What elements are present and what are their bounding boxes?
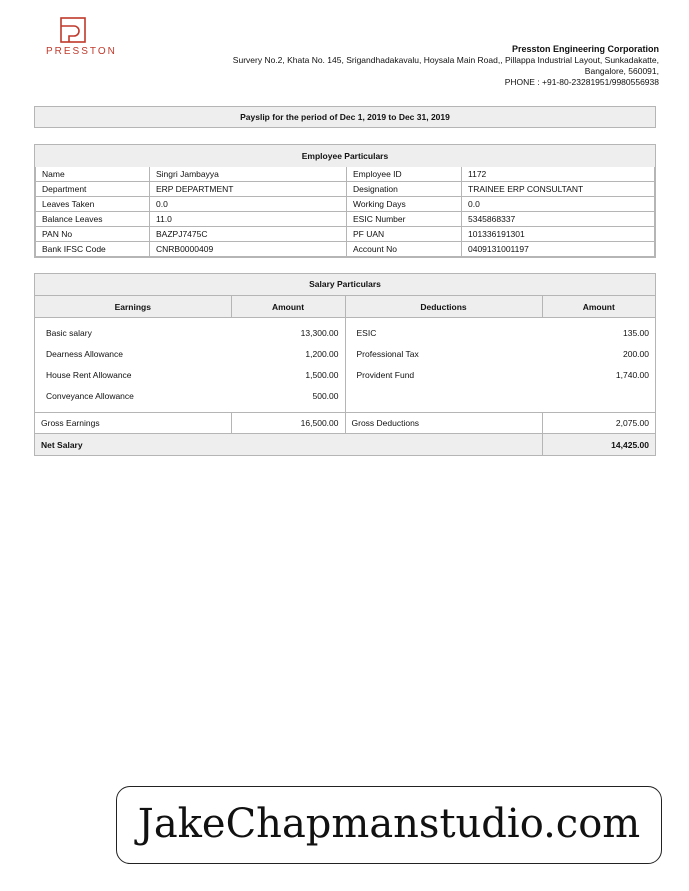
employee-field-value: 5345868337 (462, 212, 655, 227)
company-name: Presston Engineering Corporation (511, 44, 659, 54)
earning-amount: 500.00 (312, 390, 339, 401)
employee-field-label: Department (36, 182, 150, 197)
deduction-amount: 135.00 (623, 327, 649, 338)
earning-label: Conveyance Allowance (46, 390, 134, 401)
employee-table (35, 167, 655, 257)
salary-column-headers (35, 296, 655, 318)
employee-field-value: 101336191301 (462, 227, 655, 242)
employee-field-label: Leaves Taken (36, 197, 150, 212)
employee-field-value: 1172 (462, 167, 655, 182)
company-info (233, 44, 659, 88)
payslip-period: Payslip for the period of Dec 1, 2019 to Dec 31, 2019 (34, 106, 656, 128)
employee-row (36, 182, 655, 197)
employee-field-value: Singri Jambayya (150, 167, 347, 182)
deduction-amount (542, 385, 655, 406)
employee-row (36, 197, 655, 212)
employee-field-value: TRAINEE ERP CONSULTANT (462, 182, 655, 197)
employee-field-label: Employee ID (347, 167, 462, 182)
deduction-label: Provident Fund (345, 364, 542, 385)
salary-table (35, 296, 655, 455)
deduction-label: Professional Tax (345, 343, 542, 364)
employee-field-label: Designation (347, 182, 462, 197)
employee-particulars (34, 144, 656, 258)
gross-deductions-amount: 2,075.00 (542, 413, 655, 434)
employee-row (36, 212, 655, 227)
deduction-label (345, 385, 542, 406)
net-salary-label: Net Salary (35, 434, 542, 456)
salary-row (35, 385, 655, 406)
employee-field-label: Name (36, 167, 150, 182)
employee-field-label: PAN No (36, 227, 150, 242)
watermark-banner: JakeChapmanstudio.com (116, 786, 662, 864)
deductions-column-header: Deductions (345, 296, 542, 318)
employee-field-value: 0409131001197 (462, 242, 655, 257)
employee-field-value: 0.0 (462, 197, 655, 212)
net-salary-row (35, 434, 655, 456)
employee-field-label: Bank IFSC Code (36, 242, 150, 257)
employee-row (36, 242, 655, 257)
employee-field-value: BAZPJ7475C (150, 227, 347, 242)
earning-amount: 1,500.00 (305, 369, 339, 380)
earnings-column-header: Earnings (35, 296, 231, 318)
salary-row (35, 343, 655, 364)
earning-amount: 1,200.00 (305, 348, 339, 359)
salary-row (35, 322, 655, 343)
gross-earnings-label: Gross Earnings (35, 413, 231, 434)
salary-particulars (34, 273, 656, 456)
deductions-amount-column-header: Amount (542, 296, 655, 318)
deduction-amount: 1,740.00 (615, 369, 649, 380)
company-address-line2: Bangalore, 560091, (584, 66, 659, 76)
logo-mark-icon (60, 17, 86, 43)
employee-field-value: 11.0 (150, 212, 347, 227)
company-address-line1: Survery No.2, Khata No. 145, Srigandhadakavalu, Hoysala Main Road,, Pillappa Industrial Layout, Sunkadakatte, (232, 55, 659, 65)
earning-label: House Rent Allowance (46, 369, 132, 380)
employee-row (36, 167, 655, 182)
salary-row (35, 364, 655, 385)
employee-field-value: ERP DEPARTMENT (150, 182, 347, 197)
earnings-amount-column-header: Amount (231, 296, 345, 318)
employee-field-label: Account No (347, 242, 462, 257)
deduction-amount: 200.00 (623, 348, 649, 359)
deduction-label: ESIC (345, 322, 542, 343)
net-salary-amount: 14,425.00 (542, 434, 655, 456)
employee-field-label: Balance Leaves (36, 212, 150, 227)
salary-particulars-heading (35, 274, 655, 296)
gross-row (35, 413, 655, 434)
logo-text: PRESSTON (46, 46, 117, 57)
employee-field-label: PF UAN (347, 227, 462, 242)
salary-heading-text: Salary Particulars (309, 279, 381, 289)
earning-amount: 13,300.00 (300, 327, 339, 338)
gross-earnings-amount: 16,500.00 (231, 413, 345, 434)
employee-field-label: Working Days (347, 197, 462, 212)
employee-heading-text: Employee Particulars (301, 151, 389, 161)
employee-row (36, 227, 655, 242)
gross-deductions-label: Gross Deductions (345, 413, 542, 434)
company-phone: PHONE : +91-80-23281951/9980556938 (504, 77, 659, 87)
earning-label: Basic salary (46, 327, 92, 338)
employee-field-label: ESIC Number (347, 212, 462, 227)
earning-label: Dearness Allowance (46, 348, 124, 359)
employee-field-value: 0.0 (150, 197, 347, 212)
employee-field-value: CNRB0000409 (150, 242, 347, 257)
employee-particulars-heading (35, 145, 655, 167)
